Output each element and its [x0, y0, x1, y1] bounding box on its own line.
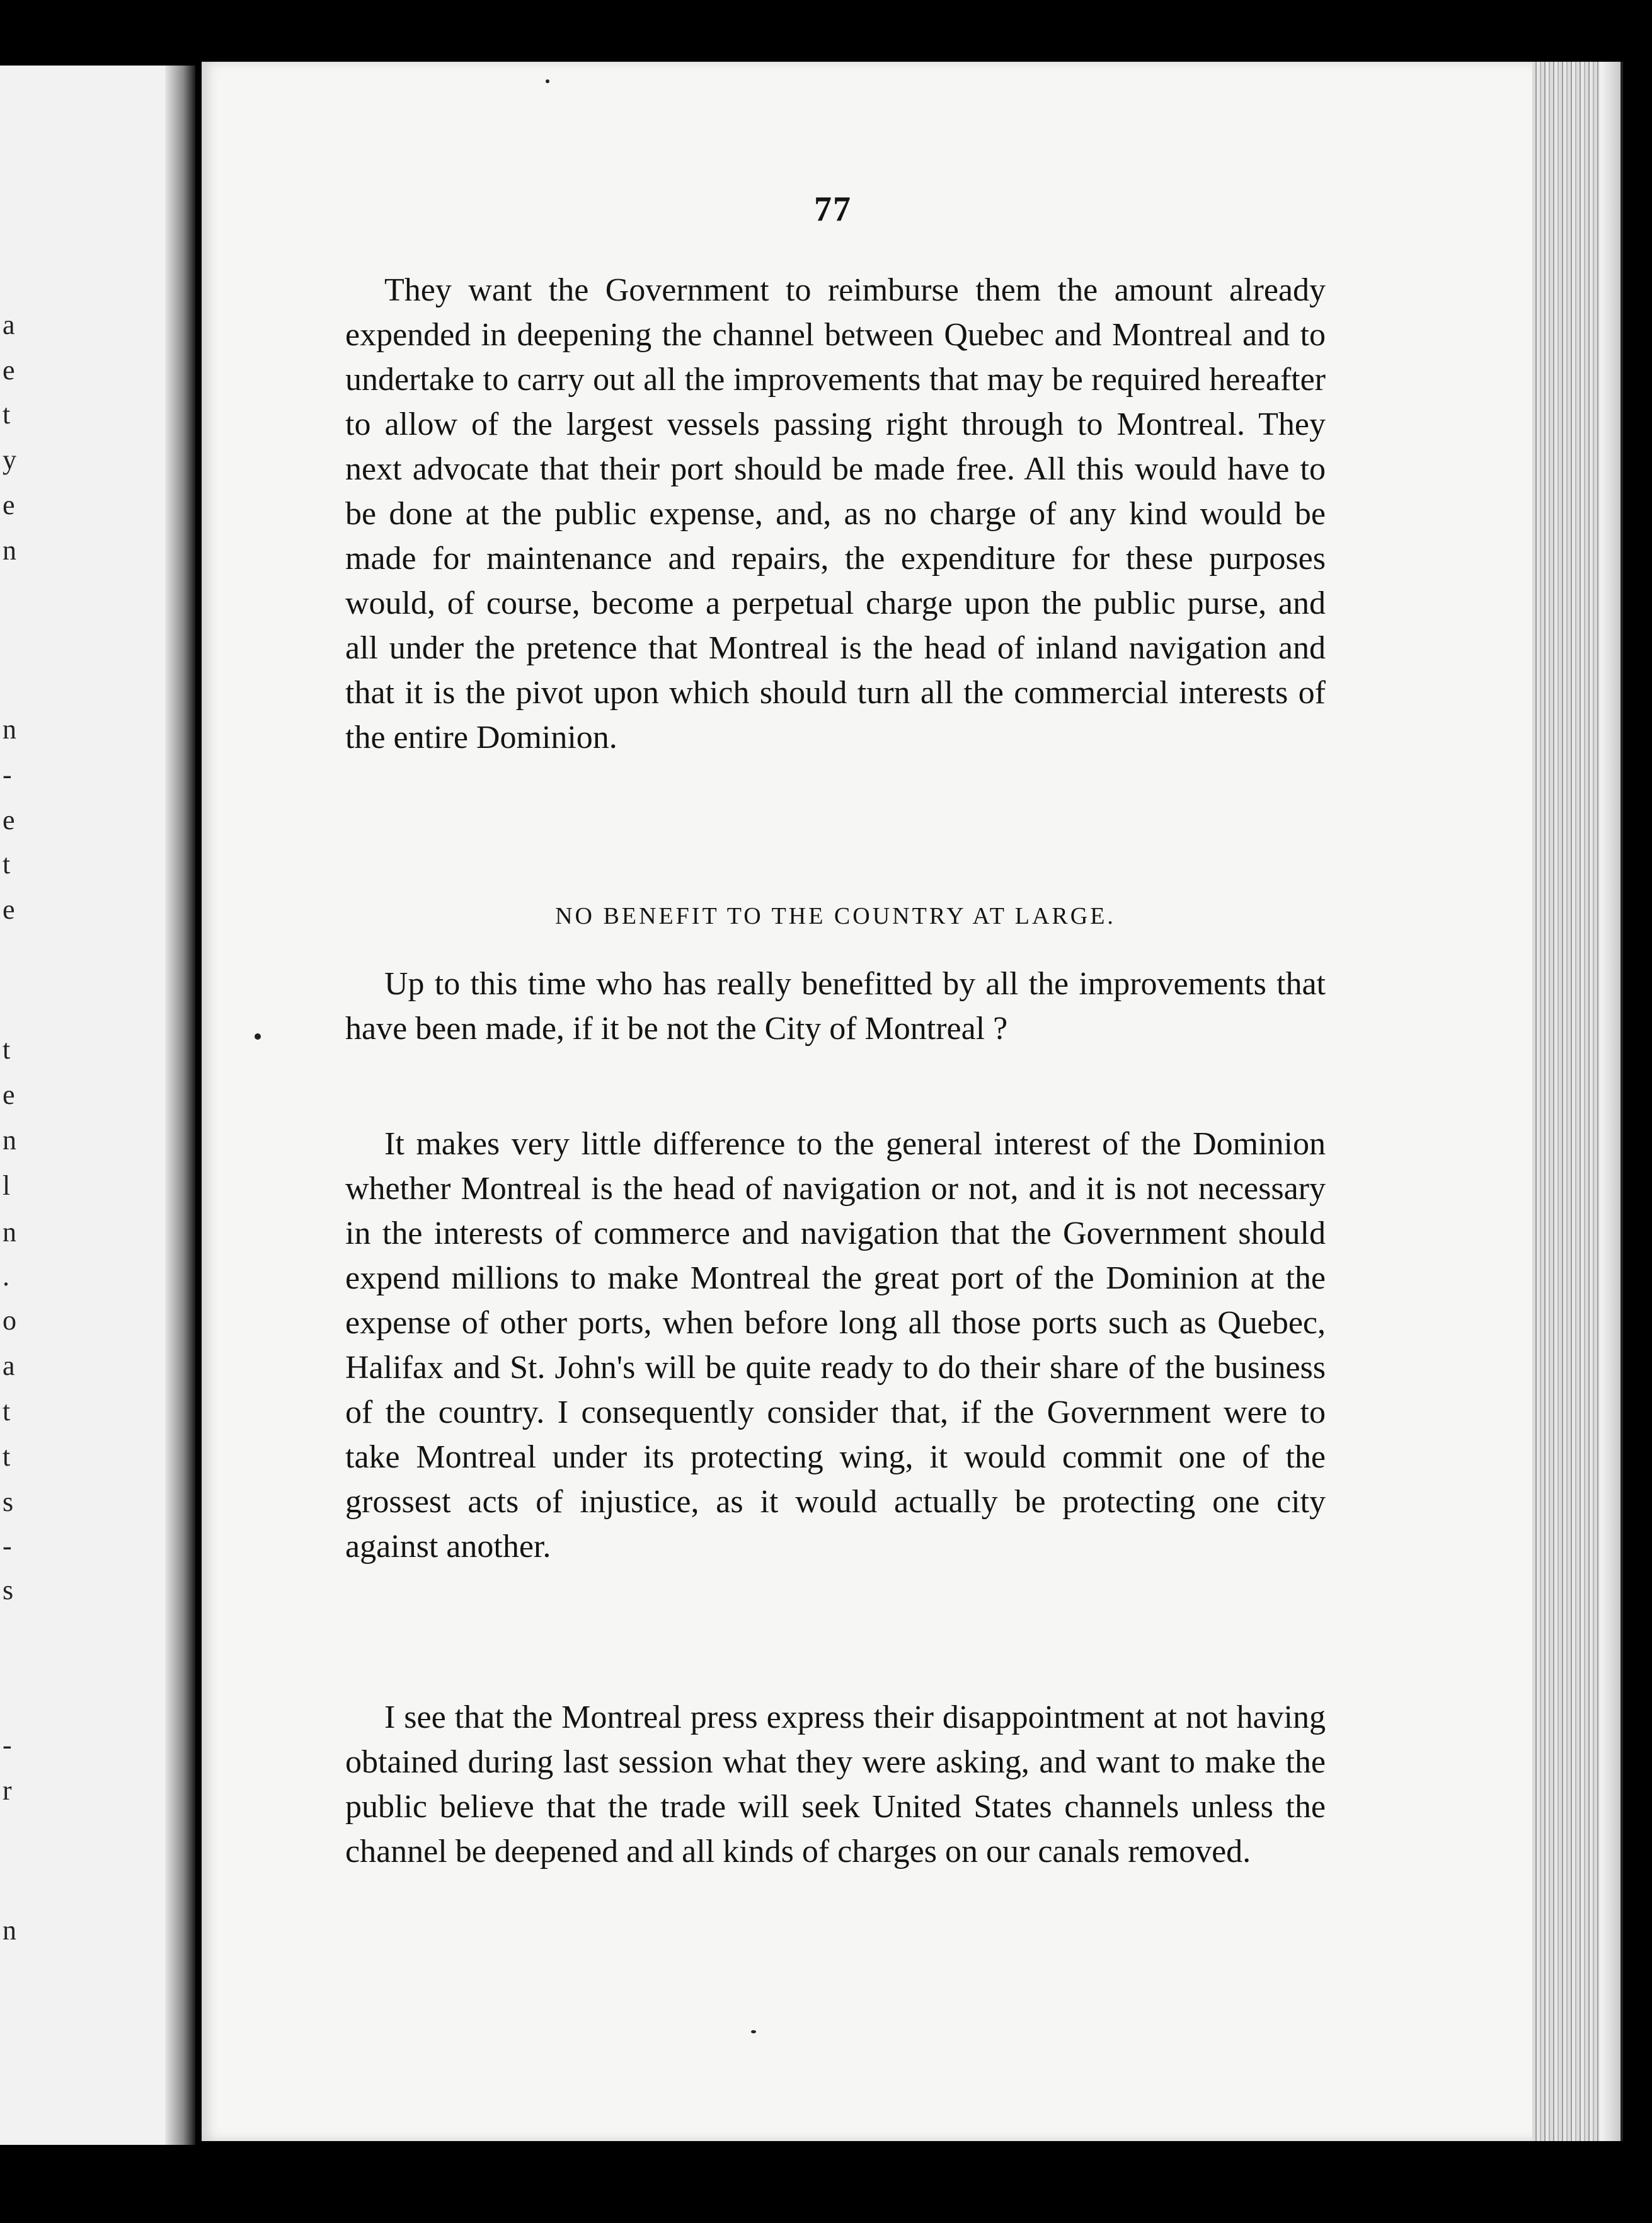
ink-speck: [546, 79, 549, 83]
facing-page-fragment: t: [3, 1396, 11, 1427]
facing-page: [0, 66, 182, 2145]
facing-page-fragment: e: [3, 894, 15, 925]
facing-page-fragment: s: [3, 1486, 14, 1517]
book-gutter: [165, 66, 195, 2145]
facing-page-fragment: t: [3, 1034, 11, 1065]
facing-page-fragment: a: [3, 309, 15, 340]
ink-speck: [751, 2030, 756, 2033]
facing-page-fragment: .: [3, 1261, 9, 1292]
facing-page-fragment: y: [3, 444, 16, 475]
facing-page-fragment: -: [3, 759, 12, 790]
facing-page-fragment: e: [3, 1079, 15, 1110]
facing-page-fragment: -: [3, 1730, 12, 1761]
facing-page-fragment: n: [3, 1125, 16, 1156]
paragraph: I see that the Montreal press express their disappointment at not having obtained during last session what they were asking, and want to make the public believe that the trade will seek United States channels unless the channel be deepened and all kinds of charges on our canals removed.: [345, 1699, 1326, 1870]
facing-page-fragment: n: [3, 1217, 16, 1248]
facing-page-fragment: t: [3, 1441, 11, 1472]
facing-page-fragment: o: [3, 1305, 16, 1336]
paragraph: It makes very little difference to the general interest of the Dominion whether Montreal is the head of navigation or not, and it is not necessary in the interests of commerce and navigation that the Government should expend millions to make Montreal the great port of the Dominion at the expense of other ports, when before long all those ports such as Quebec, Halifax and St. John's will be quite ready to do their share of the business of the country. I consequently consider that, if the Government were to take Montreal under its protecting wing, it would commit one of the grossest acts of injustice, as it would actually be protecting one city against another.: [345, 1126, 1326, 1565]
facing-page-fragment: n: [3, 1915, 16, 1946]
facing-page-fragment: n: [3, 714, 16, 745]
facing-page-fragment: -: [3, 1531, 12, 1561]
section-heading: NO BENEFIT TO THE COUNTRY AT LARGE.: [555, 903, 1116, 929]
facing-page-fragment: s: [3, 1575, 14, 1605]
facing-page-fragment: a: [3, 1350, 15, 1381]
ink-speck: [255, 1033, 261, 1040]
facing-page-fragment: r: [3, 1775, 12, 1806]
facing-page-fragment: e: [3, 805, 15, 836]
facing-page-fragment: t: [3, 849, 11, 880]
facing-page-fragment: e: [3, 490, 15, 520]
paragraph: They want the Government to reimburse them the amount already expended in deepening the channel between Quebec and Montreal and to undertake to carry out all the improvements that may be required hereafter to allow of the largest vessels passing right through to Montreal. They next advocate that their port should be made free. All this would have to be done at the public expense, and, as no charge of any kind would be made for maintenance and repairs, the expenditure for these purposes would, of course, become a perpetual charge upon the public purse, and all under the pretence that Montreal is the head of inland navigation and that it is the pivot upon which should turn all the commercial interests of the entire Dominion.: [345, 272, 1326, 755]
facing-page-fragment: t: [3, 399, 11, 430]
page-number: 77: [814, 190, 852, 229]
page-edge-outer: [1600, 62, 1623, 2141]
facing-page-fragment: n: [3, 535, 16, 566]
paragraph: Up to this time who has really benefitted by all the improvements that have been made, if it be not the City of Montreal ?: [345, 966, 1326, 1047]
facing-page-fragment: l: [3, 1170, 11, 1201]
facing-page-fragment: e: [3, 355, 15, 386]
